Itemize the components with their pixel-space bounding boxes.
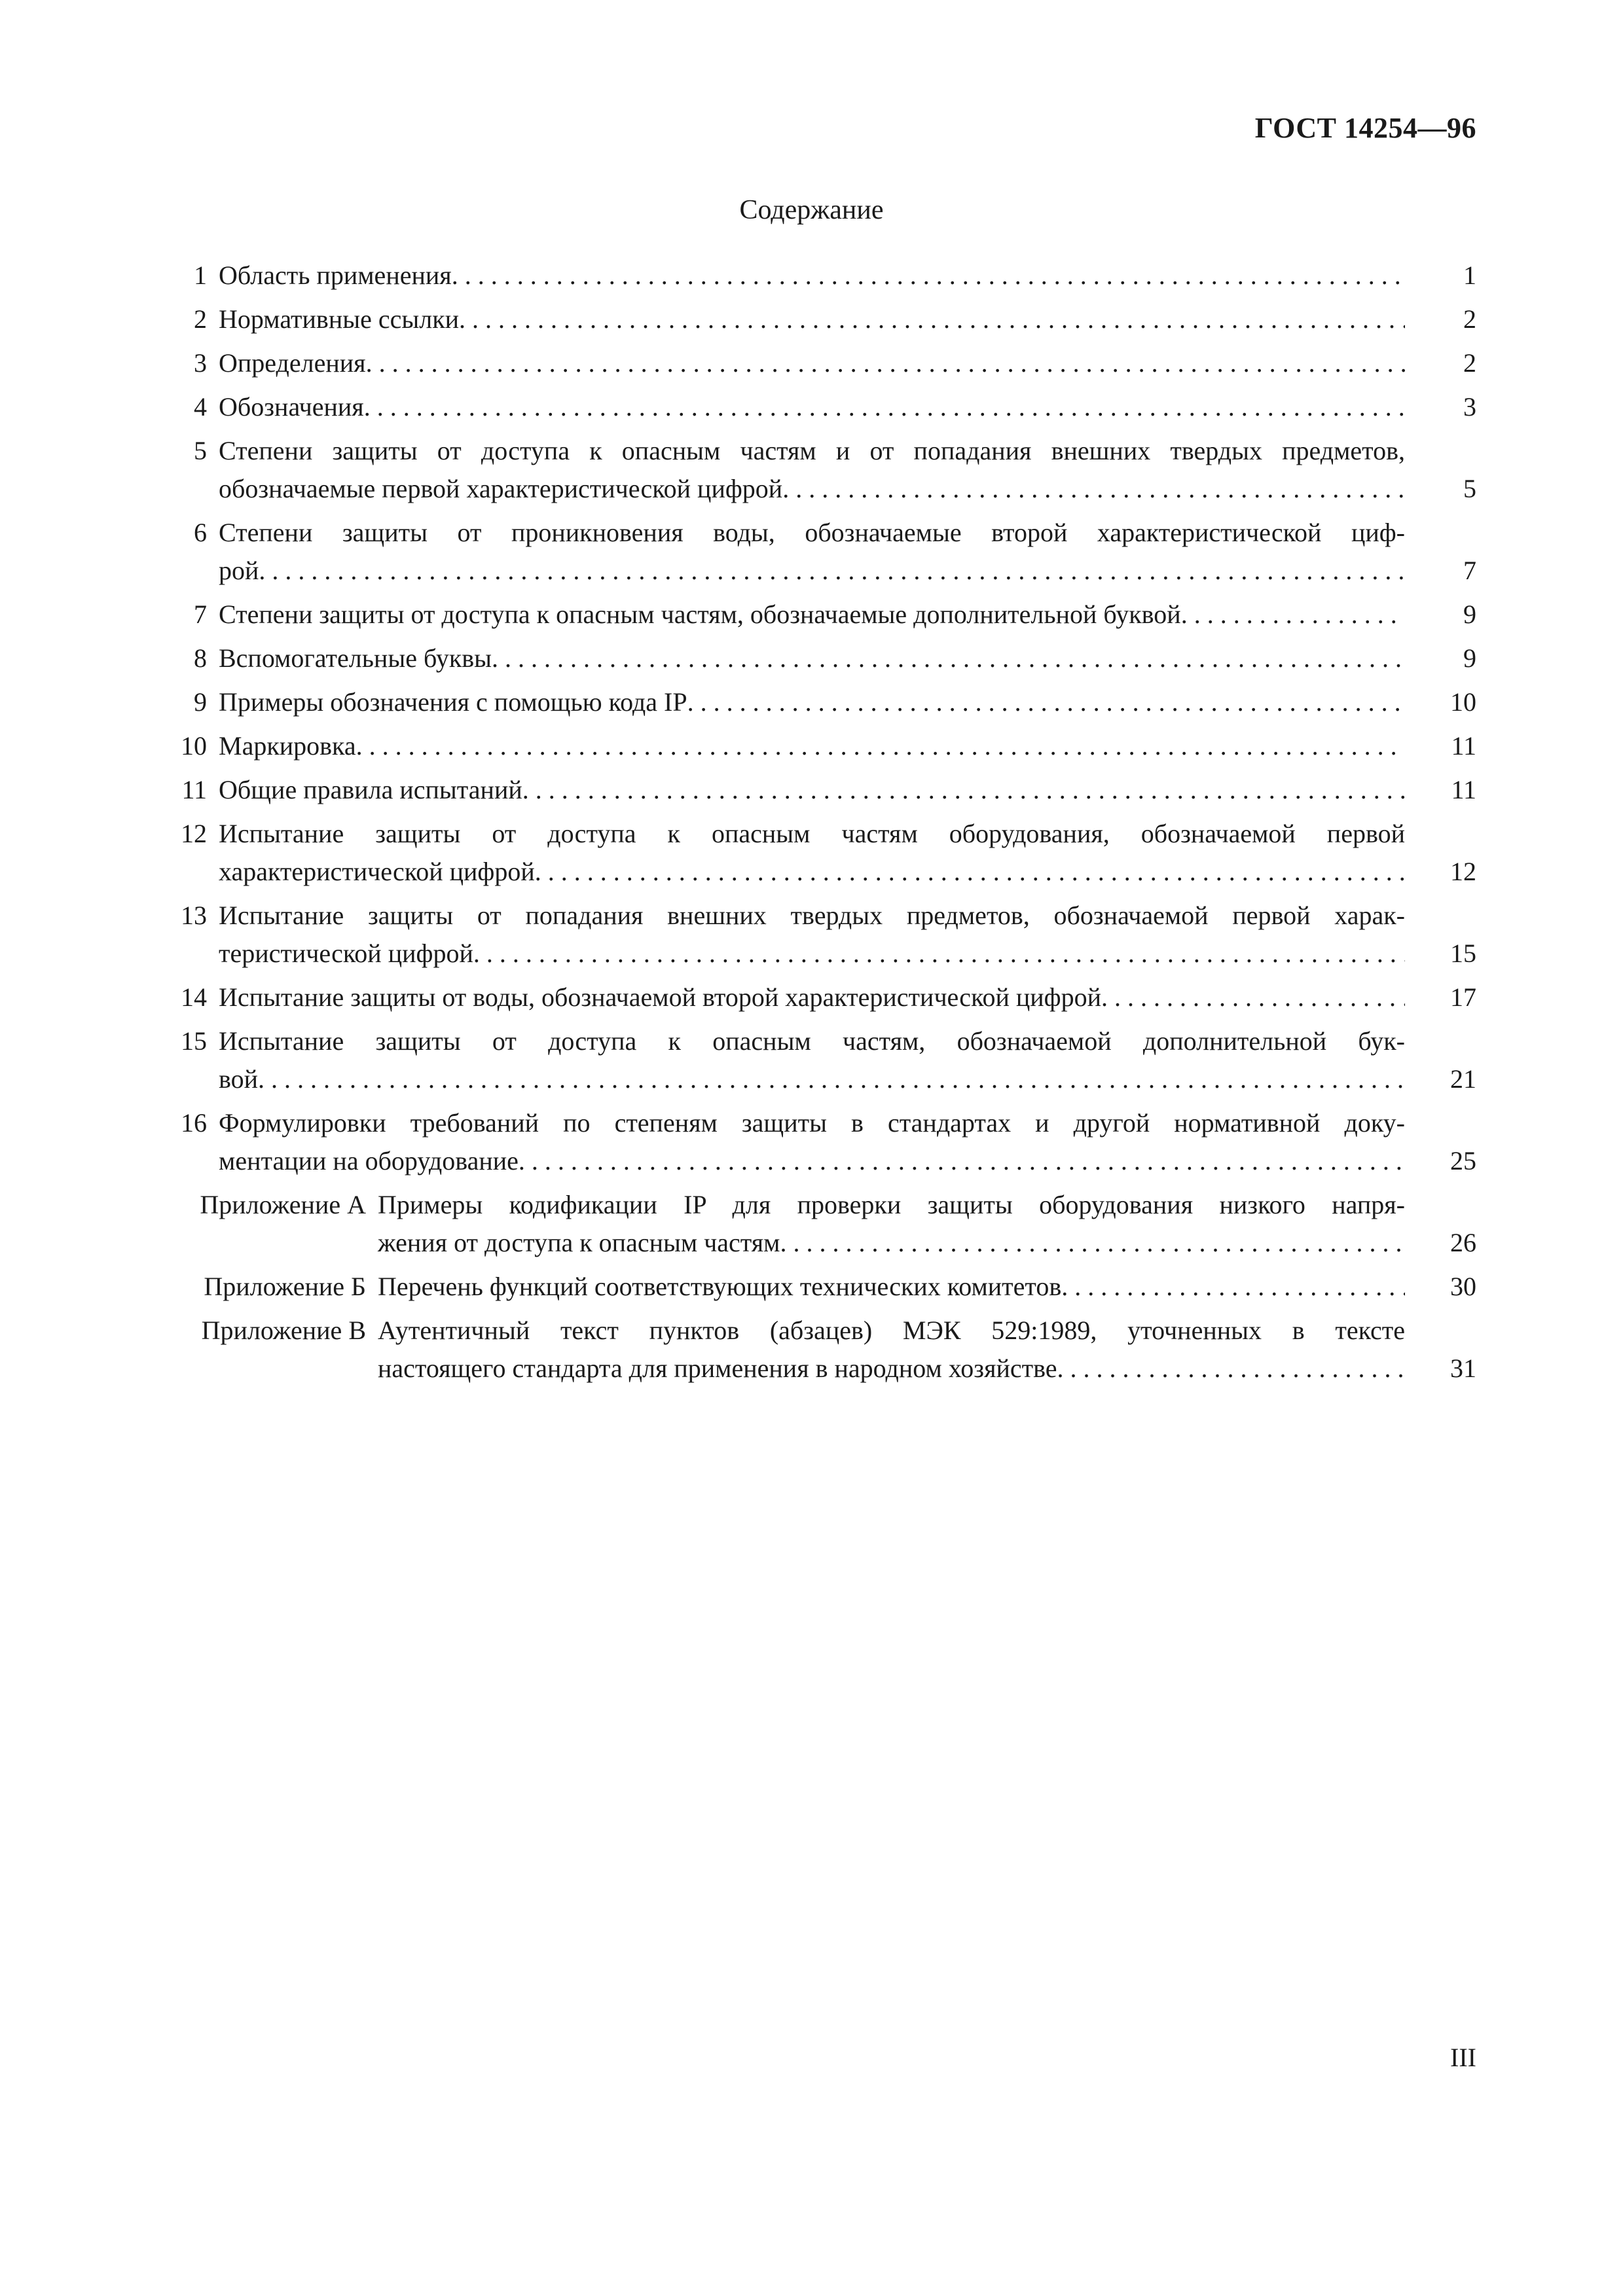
toc-entry-number: 15: [181, 1026, 207, 1056]
toc-entry-title-line: Степени защиты от проникновения воды, обозначаемые второй характеристической циф-: [219, 518, 1405, 547]
toc-entry-number: 11: [181, 775, 207, 804]
toc-entry-title: обозначаемые первой характеристической цифрой: [219, 474, 783, 503]
toc-entry-title: вой: [219, 1064, 259, 1094]
toc-entry-title: ментации на оборудование: [219, 1146, 519, 1175]
toc-entry-page: 12: [1450, 857, 1476, 886]
toc-title: Содержание: [739, 195, 884, 225]
toc-entry-page: 21: [1450, 1064, 1476, 1094]
toc-entry: [149, 683, 1476, 721]
toc-entry: [149, 978, 1476, 1016]
dot-leader: [1061, 1268, 1405, 1306]
toc-entry: [149, 300, 1476, 338]
toc-entry-page: 9: [1463, 600, 1476, 629]
toc-entry-page: 11: [1451, 775, 1476, 804]
toc-entry-page: 1: [1463, 260, 1476, 290]
toc-entry-title-line: Примеры кодификации IP для проверки защиты оборудования низкого напря-: [378, 1190, 1405, 1219]
toc-entry-page: 2: [1463, 348, 1476, 378]
dot-leader: [687, 683, 1405, 721]
toc-entry-page: 10: [1450, 687, 1476, 717]
dot-leader: [473, 935, 1405, 973]
toc-entry-page: 5: [1463, 474, 1476, 503]
toc-entry-number: 14: [181, 982, 207, 1012]
toc-entry-title-line: Испытание защиты от доступа к опасным частям оборудования, обозначаемой первой: [219, 819, 1405, 848]
toc-entry: [149, 1022, 1476, 1098]
dot-leader: [1101, 978, 1405, 1016]
dot-leader: [780, 1224, 1405, 1262]
toc-entry-title: Определения: [219, 348, 366, 378]
toc-entry: [149, 815, 1476, 891]
toc-entry-title: настоящего стандарта для применения в народном хозяйстве: [378, 1354, 1057, 1383]
dot-leader: [782, 470, 1405, 508]
toc-entry-title: Примеры обозначения с помощью кода IP: [219, 687, 687, 717]
dot-leader: [492, 639, 1405, 677]
toc-entry-number: Приложение В: [201, 1316, 366, 1345]
toc-entry-page: 31: [1450, 1354, 1476, 1383]
toc-entry: [149, 771, 1476, 809]
toc-entry-number: Приложение А: [200, 1190, 366, 1219]
toc-entry: [149, 1268, 1476, 1306]
toc-entry-number: 7: [194, 600, 207, 629]
toc-entry-page: 15: [1450, 939, 1476, 968]
toc-entry-number: 16: [181, 1108, 207, 1138]
toc-entry-page: 2: [1463, 304, 1476, 334]
toc-entry-title-line: Аутентичный текст пунктов (абзацев) МЭК 529:1989, уточненных в тексте: [378, 1316, 1405, 1345]
toc-entry-number: 6: [194, 518, 207, 547]
toc-entry-title: теристической цифрой: [219, 939, 473, 968]
toc-entry-number: 9: [194, 687, 207, 717]
dot-leader: [1181, 596, 1405, 634]
page-number: III: [1450, 2043, 1476, 2072]
toc-entry-title: Перечень функций соответствующих технических комитетов: [378, 1272, 1062, 1301]
dot-leader: [259, 552, 1405, 590]
toc-entry: [149, 344, 1476, 382]
dot-leader: [258, 1060, 1405, 1098]
toc-entry: [149, 514, 1476, 590]
table-of-contents: [149, 257, 1476, 1388]
toc-entry: [149, 1186, 1476, 1262]
toc-entry-title: Обозначения: [219, 392, 364, 422]
toc-entry: [149, 639, 1476, 677]
dot-leader: [356, 727, 1405, 765]
toc-entry-number: 1: [194, 260, 207, 290]
dot-leader: [1057, 1350, 1405, 1388]
toc-entry-title: Вспомогательные буквы: [219, 643, 492, 673]
toc-entry-number: 3: [194, 348, 207, 378]
toc-entry: [149, 897, 1476, 973]
toc-entry-number: 8: [194, 643, 207, 673]
toc-entry-number: 10: [181, 731, 207, 761]
toc-entry-title-line: Испытание защиты от доступа к опасным частям, обозначаемой дополнительной бук-: [219, 1026, 1405, 1056]
dot-leader: [535, 853, 1405, 891]
toc-entry-title: рой: [219, 556, 259, 585]
toc-entry-page: 9: [1463, 643, 1476, 673]
toc-entry-page: 26: [1450, 1228, 1476, 1257]
toc-entry-number: 12: [181, 819, 207, 848]
dot-leader: [364, 388, 1405, 426]
toc-entry-title: Маркировка: [219, 731, 356, 761]
dot-leader: [522, 771, 1405, 809]
toc-entry-title: Общие правила испытаний: [219, 775, 522, 804]
toc-entry: [149, 432, 1476, 508]
toc-entry-page: 7: [1463, 556, 1476, 585]
toc-entry-title-line: Формулировки требований по степеням защиты в стандартах и другой нормативной доку-: [219, 1108, 1405, 1138]
toc-entry-page: 11: [1451, 731, 1476, 761]
toc-entry: [149, 388, 1476, 426]
toc-entry-title: Область применения: [219, 260, 452, 290]
document-code-header: ГОСТ 14254—96: [1254, 112, 1476, 144]
toc-entry-page: 3: [1463, 392, 1476, 422]
toc-entry-number: Приложение Б: [204, 1272, 366, 1301]
toc-entry-title: Нормативные ссылки: [219, 304, 460, 334]
dot-leader: [459, 300, 1405, 338]
toc-entry-page: 30: [1450, 1272, 1476, 1301]
toc-entry-title: жения от доступа к опасным частям: [378, 1228, 780, 1257]
toc-entry-page: 17: [1450, 982, 1476, 1012]
toc-entry: [149, 1312, 1476, 1388]
toc-entry-title-line: Степени защиты от доступа к опасным частям и от попадания внешних твердых предметов,: [219, 436, 1405, 465]
toc-entry: [149, 727, 1476, 765]
dot-leader: [519, 1142, 1405, 1180]
toc-entry: [149, 257, 1476, 295]
toc-entry-title: Испытание защиты от воды, обозначаемой второй характеристической цифрой: [219, 982, 1102, 1012]
toc-entry-title-line: Испытание защиты от попадания внешних твердых предметов, обозначаемой первой харак-: [219, 901, 1405, 930]
toc-entry-number: 5: [194, 436, 207, 465]
toc-entry-number: 4: [194, 392, 207, 422]
toc-entry-title: Степени защиты от доступа к опасным частям, обозначаемые дополнительной буквой: [219, 600, 1181, 629]
toc-entry: [149, 596, 1476, 634]
toc-entry-title: характеристической цифрой: [219, 857, 535, 886]
dot-leader: [452, 257, 1405, 295]
toc-entry-number: 13: [181, 901, 207, 930]
toc-entry: [149, 1104, 1476, 1180]
toc-entry-page: 25: [1450, 1146, 1476, 1175]
dot-leader: [366, 344, 1405, 382]
toc-entry-number: 2: [194, 304, 207, 334]
